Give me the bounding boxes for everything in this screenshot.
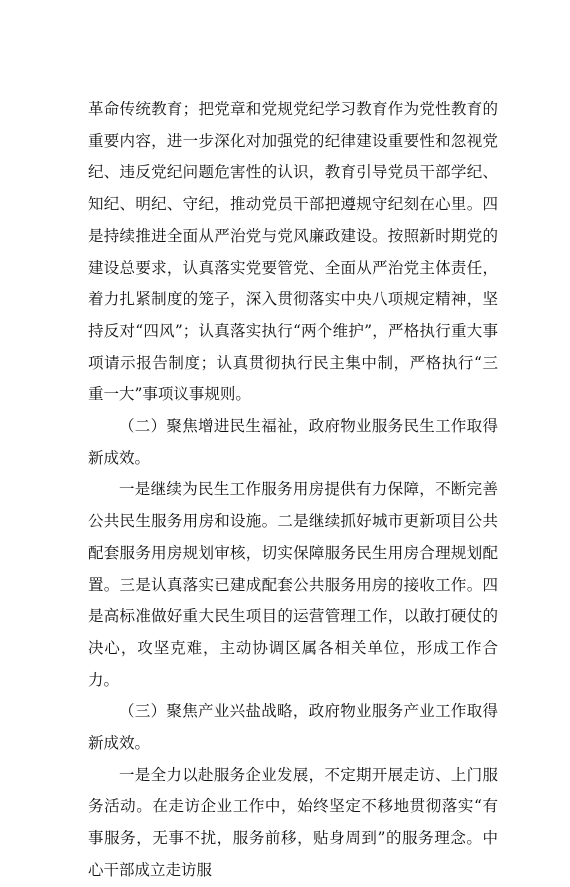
section-heading-industry: （三）聚焦产业兴盐战略，政府物业服务产业工作取得新成效。 [88, 702, 498, 753]
paragraph-livelihood-work: 一是继续为民生工作服务用房提供有力保障，不断完善公共民生服务用房和设施。二是继续抓好城市更新项目公共配套服务用房规划审核，切实保障服务民生用房合理规划配置。三是认真落实已建成配套公共服务用房的接收工作。四是高标准做好重大民生项目的运营管理工作，以敢打硬仗的决心，攻坚克难，主动协调区属各相关单位，形成工作合力。 [88, 480, 498, 689]
paragraph-party-discipline-education: 革命传统教育；把党章和党规党纪学习教育作为党性教育的重要内容，进一步深化对加强党的纪律建设重要性和忽视党纪、违反党纪问题危害性的认识，教育引导党员干部学纪、知纪、明纪、守纪，推动党员干部把遵规守纪刻在心里。四是持续推进全面从严治党与党风廉政建设。按照新时期党的建设总要求，认真落实党要管党、全面从严治党主体责任，着力扎紧制度的笼子，深入贯彻落实中央八项规定精神，坚持反对“四风”；认真落实执行“两个维护”，严格执行重大事项请示报告制度；认真贯彻执行民主集中制，严格执行“三重一大”事项议事规则。 [88, 100, 498, 404]
document-body [88, 94, 498, 887]
paragraph-enterprise-service: 一是全力以赴服务企业发展，不定期开展走访、上门服务活动。在走访企业工作中，始终坚定不移地贯彻落实“有事服务，无事不扰，服务前移，贴身周到”的服务理念。中心干部成立走访服 [88, 765, 498, 879]
section-heading-livelihood: （二）聚焦增进民生福祉，政府物业服务民生工作取得新成效。 [88, 417, 498, 467]
